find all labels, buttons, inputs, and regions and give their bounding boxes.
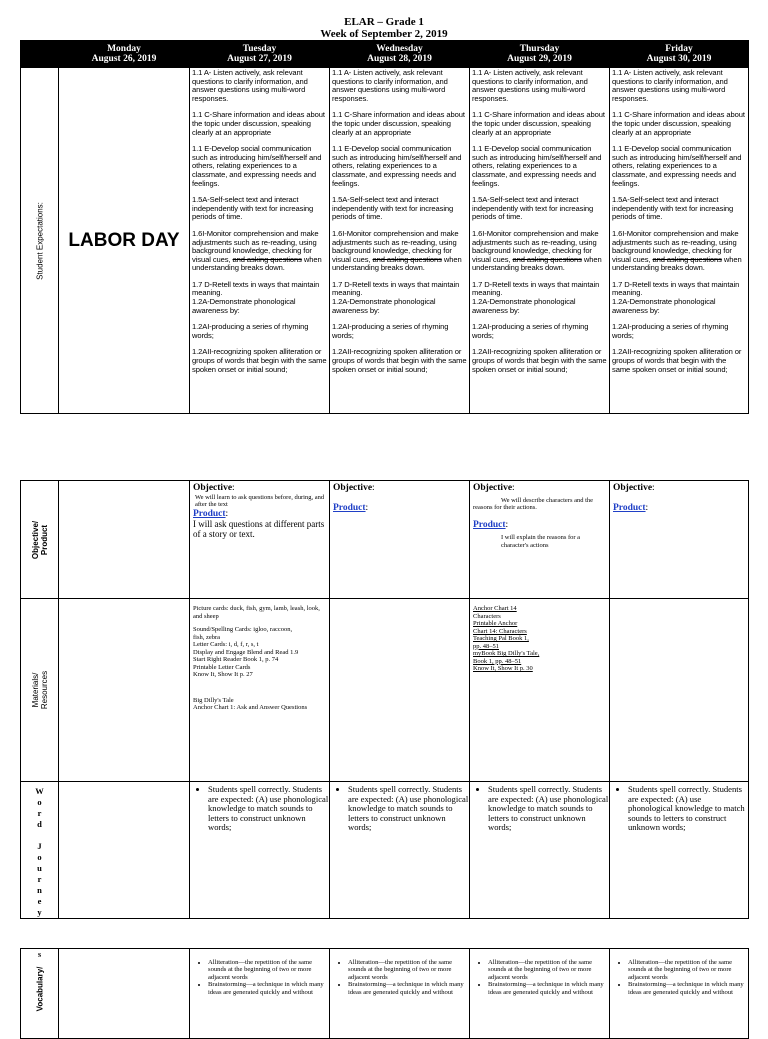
monday-header: Monday August 26, 2019 [59, 41, 190, 68]
monday-materials [59, 599, 190, 782]
vocabulary-label: Vocabulary/ [35, 966, 44, 1012]
materials-label-cell [21, 599, 59, 782]
vocabulary-label-cell [21, 949, 59, 1039]
friday-vocabulary: • Alliteration—the repetition of the same sounds at the beginning of two or more adjacent words • Brainstorming—a technique in which many ideas are generated quickly and without [610, 949, 749, 1039]
materials-label: Materials/ Resources [30, 670, 49, 710]
vocabulary-table [20, 948, 749, 1039]
friday-objective: Objective: Product: [610, 481, 749, 599]
thursday-word-journey: • Students spell correctly. Students are expected: (A) use phonological knowledge to match sounds to letters to construct unknown words; [470, 782, 610, 919]
thursday-expectations: 1.1 A- Listen actively, ask relevant questions to clarify information, and answer questions using multi-word responses. 1.1 C-Share information and ideas about the topic under discussion, speaking clearly at an appropriate 1.1 E-Develop social communication such as introducing him/self/herself and others, relating experiences to a classmate, and expressing needs and feelings. 1.5A-Self-select text and interact independently with text for increasing periods of time. 1.6I-Monitor comprehension and make adjustments such as re-reading, using background knowledge, checking for visual cues, and asking questions when understanding breaks down. 1.7 D-Retell texts in ways that maintain meaning. 1.2A-Demonstrate phonological awareness by: 1.2AI-producing a series of rhyming words; 1.2AII-recognizing spoken alliteration or groups of words that begin with the same spoken onset or initial sound; [470, 68, 610, 414]
friday-header: Friday August 30, 2019 [610, 41, 749, 68]
monday-vocabulary [59, 949, 190, 1039]
vocabulary-row [21, 949, 749, 1039]
friday-word-journey: • Students spell correctly. Students are expected: (A) use phonological knowledge to match sounds to letters to construct unknown words; [610, 782, 749, 919]
thursday-vocabulary: • Alliteration—the repetition of the same sounds at the beginning of two or more adjacent words • Brainstorming—a technique in which many ideas are generated quickly and without [470, 949, 610, 1039]
day-header-row [21, 41, 749, 68]
objective-label-cell [21, 481, 59, 599]
word-journey-row [21, 782, 749, 919]
thursday-objective: Objective: We will describe characters and the reasons for their actions. Product: I will explain the reasons for a character's actions [470, 481, 610, 599]
objective-row [21, 481, 749, 599]
monday-objective [59, 481, 190, 599]
wednesday-expectations: 1.1 A- Listen actively, ask relevant questions to clarify information, and answer questions using multi-word responses. 1.1 C-Share information and ideas about the topic under discussion, speaking clearly at an appropriate 1.1 E-Develop social communication such as introducing him/self/herself and others, relating experiences to a classmate, and expressing needs and feelings. 1.5A-Self-select text and interact independently with text for increasing periods of time. 1.6I-Monitor comprehension and make adjustments such as re-reading, using background knowledge, checking for visual cues, and asking questions when understanding breaks down. 1.7 D-Retell texts in ways that maintain meaning. 1.2A-Demonstrate phonological awareness by: 1.2AI-producing a series of rhyming words; 1.2AII-recognizing spoken alliteration or groups of words that begin with the same spoken onset or initial sound; [330, 68, 470, 414]
labor-day-cell: LABOR DAY [59, 68, 190, 414]
thursday-materials: Anchor Chart 14 Characters Printable Anchor Chart 14: Characters Teaching Pal Book 1, pp. 48–51 myBook Big Dilly's Tale, Book 1, pp. 48–51 Know It, Show It p. 30 [470, 599, 610, 782]
tuesday-vocabulary: • Alliteration—the repetition of the same sounds at the beginning of two or more adjacent words • Brainstorming—a technique in which many ideas are generated quickly and without [190, 949, 330, 1039]
corner-cell [21, 41, 59, 68]
materials-row [21, 599, 749, 782]
document-title: ELAR – Grade 1 [344, 16, 424, 28]
tuesday-expectations: 1.1 A- Listen actively, ask relevant questions to clarify information, and answer questions using multi-word responses. 1.1 C-Share information and ideas about the topic under discussion, speaking clearly at an appropriate 1.1 E-Develop social communication such as introducing him/self/herself and others, relating experiences to a classmate, and expressing needs and feelings. 1.5A-Self-select text and interact independently with text for increasing periods of time. 1.6I-Monitor comprehension and make adjustments such as re-reading, using background knowledge, checking for visual cues, and asking questions when understanding breaks down. 1.7 D-Retell texts in ways that maintain meaning. 1.2A-Demonstrate phonological awareness by: 1.2AI-producing a series of rhyming words; 1.2AII-recognizing spoken alliteration or groups of words that begin with the same spoken onset or initial sound; [190, 68, 330, 414]
tuesday-word-journey: • Students spell correctly. Students are expected: (A) use phonological knowledge to match sounds to letters to construct unknown words; [190, 782, 330, 919]
friday-expectations: 1.1 A- Listen actively, ask relevant questions to clarify information, and answer questions using multi-word responses. 1.1 C-Share information and ideas about the topic under discussion, speaking clearly at an appropriate 1.1 E-Develop social communication such as introducing him/self/herself and others, relating experiences to a classmate, and expressing needs and feelings. 1.5A-Self-select text and interact independently with text for increasing periods of time. 1.6I-Monitor comprehension and make adjustments such as re-reading, using background knowledge, checking for visual cues, and asking questions when understanding breaks down. 1.7 D-Retell texts in ways that maintain meaning. 1.2A-Demonstrate phonological awareness by: 1.2AI-producing a series of rhyming words; 1.2AII-recognizing spoken alliteration or groups of words that begin with the same spoken onset or initial sound; [610, 68, 749, 414]
word-journey-label: W o r d J o u r n e y [21, 782, 59, 919]
wednesday-header: Wednesday August 28, 2019 [330, 41, 470, 68]
monday-word-journey [59, 782, 190, 919]
wednesday-vocabulary: • Alliteration—the repetition of the same sounds at the beginning of two or more adjacent words • Brainstorming—a technique in which many ideas are generated quickly and without [330, 949, 470, 1039]
tuesday-objective: Objective: We will learn to ask questions before, during, and after the text Product: I will ask questions at different parts of a story or text. [190, 481, 330, 599]
wednesday-objective: Objective: Product: [330, 481, 470, 599]
week-label: Week of September 2, 2019 [320, 28, 448, 40]
expectations-label-cell [21, 68, 59, 414]
friday-materials [610, 599, 749, 782]
expectations-label: Student Expectations: [35, 201, 44, 280]
tuesday-header: Tuesday August 27, 2019 [190, 41, 330, 68]
wednesday-word-journey: • Students spell correctly. Students are expected: (A) use phonological knowledge to match sounds to letters to construct unknown words; [330, 782, 470, 919]
thursday-header: Thursday August 29, 2019 [470, 41, 610, 68]
vocabulary-top-letter: s [37, 950, 42, 959]
tuesday-materials: Picture cards: duck, fish, gym, lamb, leash, look, and sheep Sound/Spelling Cards: igloo, raccoon, fish, zebra Letter Cards: i, d, f, r, s, t Display and Engage Blend and Read 1.9 Start Right Reader Book 1, p. 74 Printable Letter Cards Know It, Show It p. 27 Big Dilly's Tale Anchor Chart 1: Ask and Answer Questions [190, 599, 330, 782]
lesson-table [20, 480, 749, 919]
expectations-row [21, 68, 749, 414]
expectations-table [20, 40, 749, 414]
objective-label: Objective/ Product [30, 520, 49, 559]
wednesday-materials [330, 599, 470, 782]
